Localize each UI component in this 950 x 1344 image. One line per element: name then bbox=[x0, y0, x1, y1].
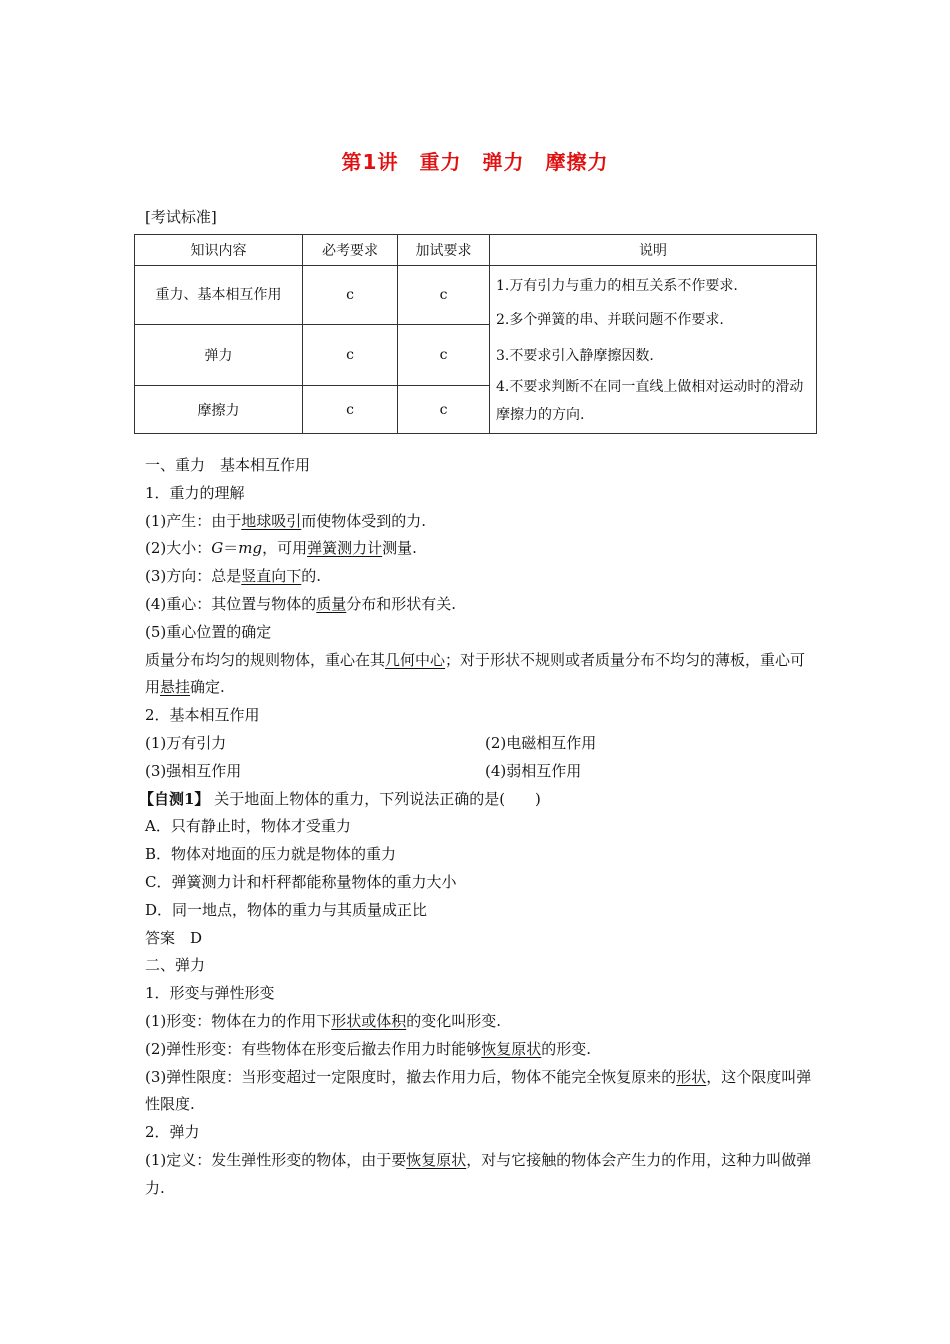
required-cell: c bbox=[303, 386, 398, 434]
key-term: 恢复原状 bbox=[481, 1039, 542, 1058]
key-term: 竖直向下 bbox=[241, 567, 302, 586]
extra-cell: c bbox=[398, 325, 490, 386]
paragraph: (3)弹性限度：当形变超过一定限度时，撤去作用力后，物体不能完全恢复原来的形状，这个限度叫弹性限度. bbox=[145, 1067, 812, 1114]
topic-cell: 重力、基本相互作用 bbox=[135, 266, 303, 325]
exam-standard-label: [考试标准] bbox=[145, 208, 217, 226]
paragraph: (4)重心：其位置与物体的质量分布和形状有关. bbox=[145, 594, 457, 613]
quiz-option: A．只有静止时，物体才受重力 bbox=[145, 817, 351, 836]
paragraph: (2)大小：G＝mg，可用弹簧测力计测量. bbox=[145, 539, 417, 558]
note-item: 3.不要求引入静摩擦因数. bbox=[496, 348, 654, 364]
key-term: 形状 bbox=[676, 1067, 707, 1086]
list-item: (4)弱相互作用 bbox=[485, 761, 582, 780]
paragraph: (1)产生：由于地球吸引而使物体受到的力. bbox=[145, 511, 427, 530]
subsection-heading: 2．基本相互作用 bbox=[145, 706, 260, 725]
list-item: (2)电磁相互作用 bbox=[485, 733, 597, 752]
subsection-heading: 1．形变与弹性形变 bbox=[145, 984, 275, 1003]
quiz-option: B．物体对地面的压力就是物体的重力 bbox=[145, 845, 397, 864]
topic-cell: 弹力 bbox=[135, 325, 303, 386]
content-body bbox=[139, 452, 817, 1203]
paragraph: (3)方向：总是竖直向下的. bbox=[145, 567, 322, 586]
paragraph: (1)定义：发生弹性形变的物体，由于要恢复原状，对与它接触的物体会产生力的作用，这种力叫做弹力. bbox=[145, 1150, 812, 1197]
required-cell: c bbox=[303, 325, 398, 386]
key-term: 悬挂 bbox=[160, 678, 191, 697]
key-term: 质量 bbox=[316, 594, 347, 613]
page-title: 第1讲 重力 弹力 摩擦力 bbox=[341, 150, 609, 174]
key-term: 几何中心 bbox=[385, 650, 446, 669]
key-term: 形状或体积 bbox=[331, 1011, 407, 1030]
subsection-heading: 1．重力的理解 bbox=[145, 483, 245, 502]
table-header: 加试要求 bbox=[398, 235, 490, 266]
topic-cell: 摩擦力 bbox=[135, 386, 303, 434]
table-row bbox=[135, 266, 817, 325]
note-item: 4.不要求判断不在同一直线上做相对运动时的滑动摩擦力的方向. bbox=[496, 379, 804, 423]
paragraph: 质量分布均匀的规则物体，重心在其几何中心；对于形状不规则或者质量分布不均匀的薄板，重心可用悬挂确定. bbox=[145, 650, 806, 697]
quiz-option: D．同一地点，物体的重力与其质量成正比 bbox=[145, 900, 428, 919]
list-item: (3)强相互作用 bbox=[145, 761, 242, 780]
quiz-answer: 答案 D bbox=[145, 928, 203, 947]
exam-standard-table bbox=[134, 234, 817, 434]
required-cell: c bbox=[303, 266, 398, 325]
quiz-tag: 【自测1】 bbox=[139, 789, 210, 808]
key-term: 地球吸引 bbox=[241, 511, 302, 530]
quiz-option: C．弹簧测力计和杆秤都能称量物体的重力大小 bbox=[145, 872, 457, 891]
extra-cell: c bbox=[398, 266, 490, 325]
extra-cell: c bbox=[398, 386, 490, 434]
force-list-row bbox=[145, 730, 817, 758]
table-header: 知识内容 bbox=[135, 235, 303, 266]
notes-cell bbox=[490, 266, 817, 434]
paragraph: (1)形变：物体在力的作用下形状或体积的变化叫形变. bbox=[145, 1011, 502, 1030]
paragraph: (5)重心位置的确定 bbox=[145, 622, 272, 641]
quiz-question: 【自测1】 关于地面上物体的重力，下列说法正确的是( ) bbox=[139, 789, 541, 808]
note-item: 2.多个弹簧的串、并联问题不作要求. bbox=[496, 312, 724, 328]
key-term: 恢复原状 bbox=[406, 1150, 467, 1169]
section-heading: 一、重力 基本相互作用 bbox=[145, 456, 311, 474]
key-term: 弹簧测力计 bbox=[307, 539, 383, 558]
paragraph: (2)弹性形变：有些物体在形变后撤去作用力时能够恢复原状的形变. bbox=[145, 1039, 592, 1058]
table-header: 说明 bbox=[490, 235, 817, 266]
table-header-row bbox=[135, 235, 817, 266]
list-item: (1)万有引力 bbox=[145, 733, 227, 752]
note-item: 1.万有引力与重力的相互关系不作要求. bbox=[496, 278, 738, 294]
subsection-heading: 2．弹力 bbox=[145, 1123, 200, 1142]
table-header: 必考要求 bbox=[303, 235, 398, 266]
section-heading: 二、弹力 bbox=[145, 956, 206, 975]
force-list-row bbox=[145, 758, 817, 786]
